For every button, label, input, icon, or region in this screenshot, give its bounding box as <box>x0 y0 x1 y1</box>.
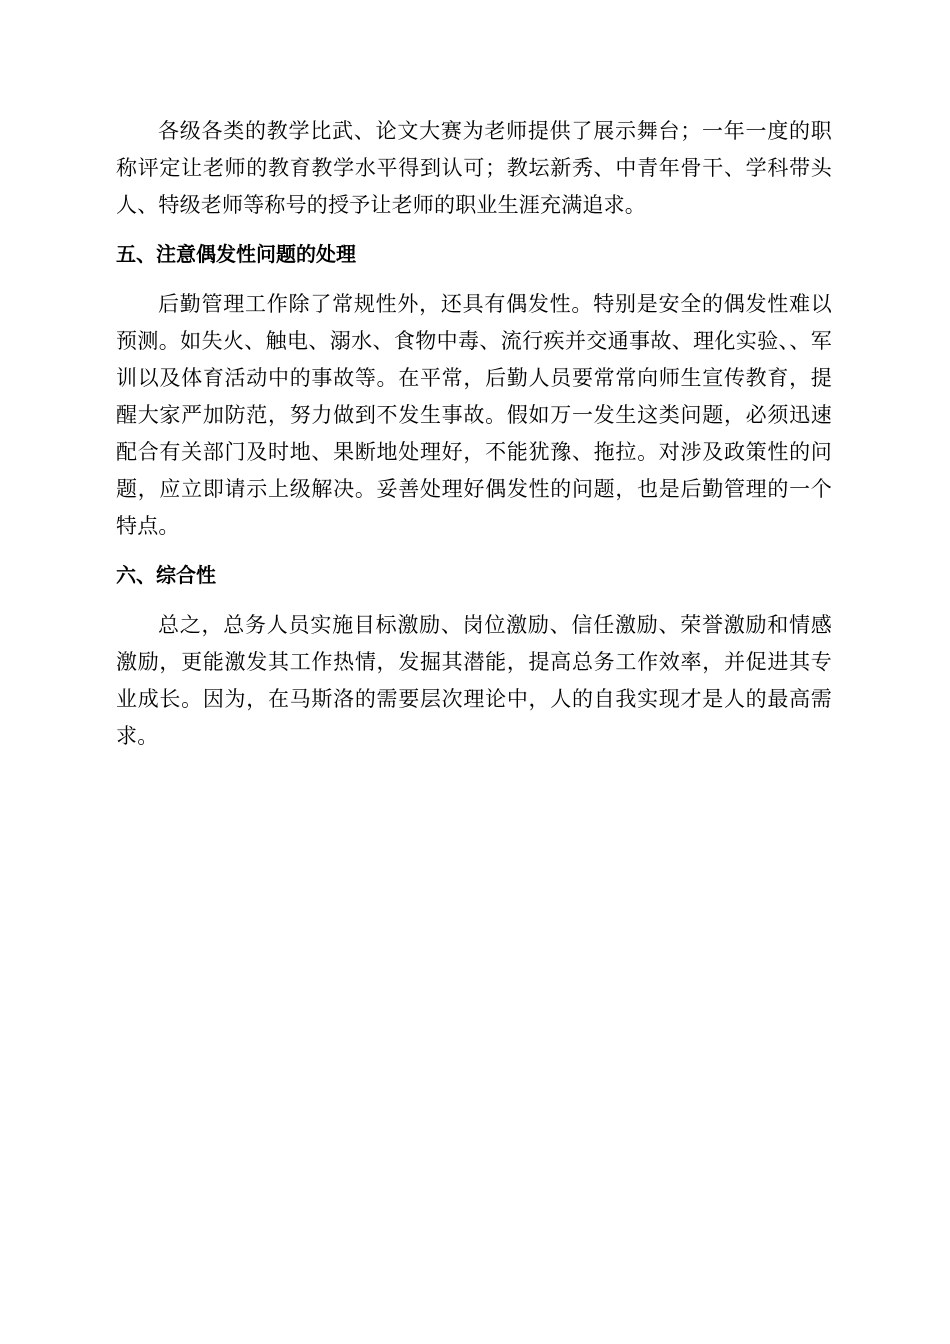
section-heading-comprehensiveness: 六、综合性 <box>116 563 216 587</box>
paragraph-incidental-issues: 后勤管理工作除了常规性外，还具有偶发性。特别是安全的偶发性难以预测。如失火、触电、溺水、食物中毒、流行疾并交通事故、理化实验、、军训以及体育活动中的事故等。在平常，后勤人员要常常向师生宣传教育，提醒大家严加防范，努力做到不发生事故。假如万一发生这类问题，必须迅速配合有关部门及时地、果断地处理好，不能犹豫、拖拉。对涉及政策性的问题，应立即请示上级解决。妥善处理好偶发性的问题，也是后勤管理的一个特点。 <box>116 292 832 538</box>
paragraph-comprehensiveness: 总之，总务人员实施目标激励、岗位激励、信任激励、荣誉激励和情感激励，更能激发其工作热情，发掘其潜能，提高总务工作效率，并促进其专业成长。因为，在马斯洛的需要层次理论中，人的自我实现才是人的最高需求。 <box>116 613 832 748</box>
document-body <box>116 113 832 755</box>
section-heading-incidental-issues: 五、注意偶发性问题的处理 <box>116 242 356 266</box>
paragraph-teaching-awards: 各级各类的教学比武、论文大赛为老师提供了展示舞台；一年一度的职称评定让老师的教育教学水平得到认可；教坛新秀、中青年骨干、学科带头人、特级老师等称号的授予让老师的职业生涯充满追求。 <box>116 119 832 217</box>
